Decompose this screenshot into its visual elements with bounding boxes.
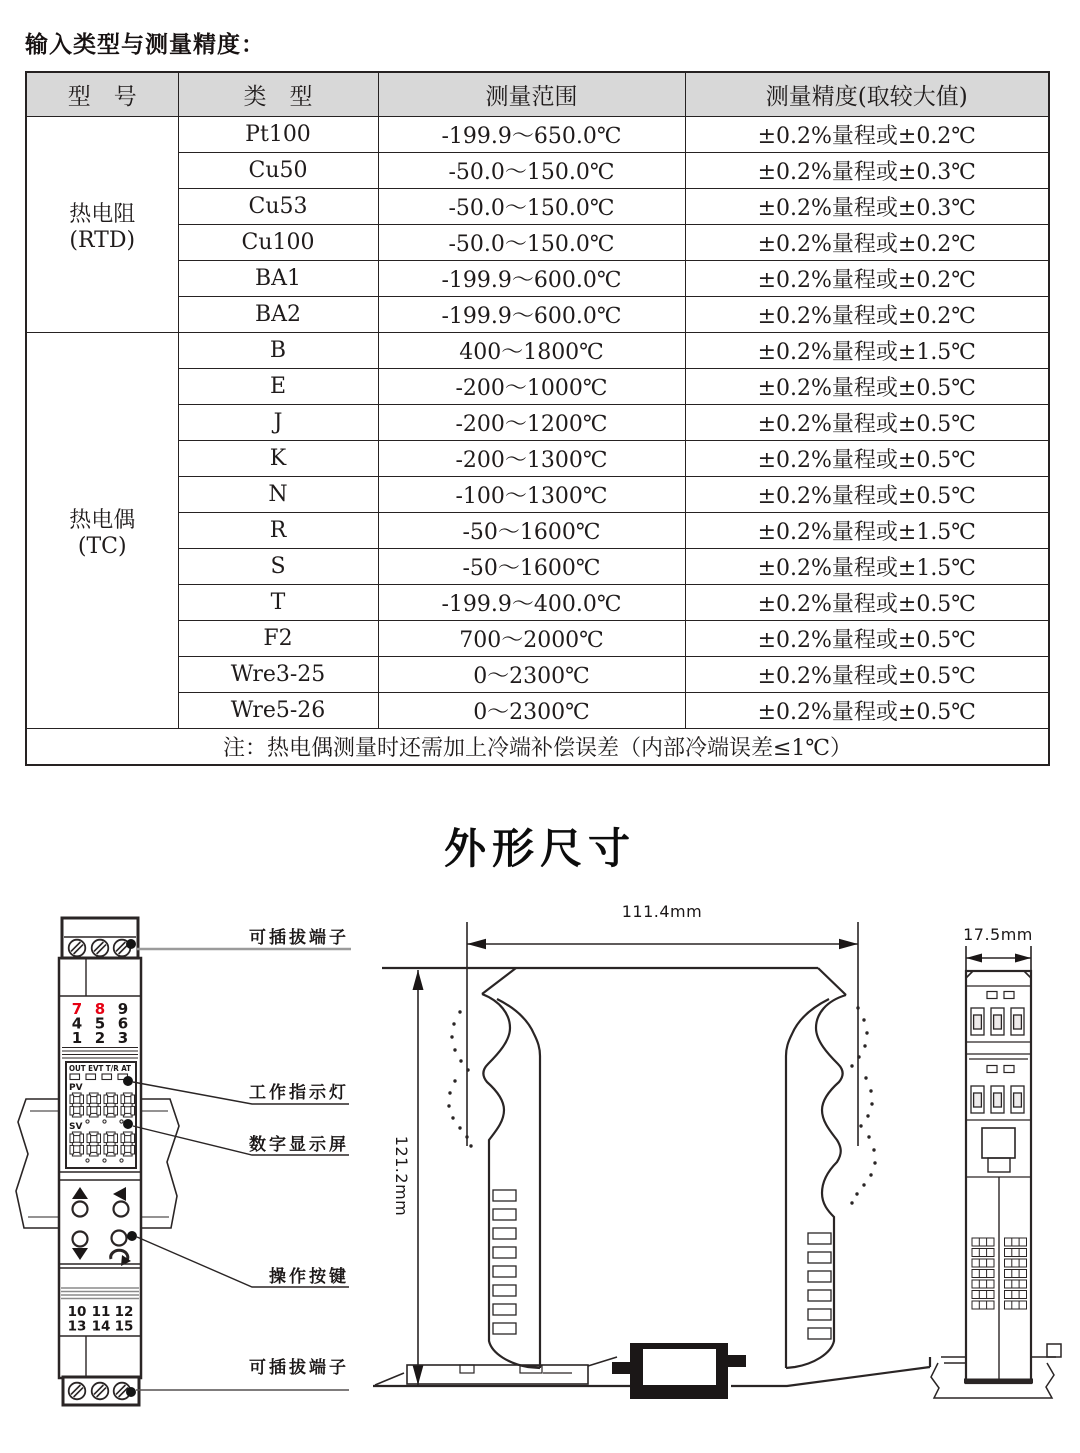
keypad-number: 2 xyxy=(94,1029,106,1047)
segment xyxy=(121,1145,125,1154)
table-row xyxy=(26,585,1049,621)
table-row xyxy=(26,225,1049,261)
dotted-break-lines xyxy=(447,1006,876,1204)
square xyxy=(1004,1066,1014,1073)
vent-slot xyxy=(493,1304,516,1315)
table-row xyxy=(26,297,1049,333)
width-dim-text: 111.4mm xyxy=(621,902,703,921)
type-cell: BA2 xyxy=(178,297,378,333)
keypad-number: 7 xyxy=(71,1000,83,1018)
terminal-block-bottom xyxy=(63,1377,139,1405)
accuracy-cell: ±0.2%量程或±0.5℃ xyxy=(685,477,1049,513)
range-cell: -50.0～150.0℃ xyxy=(378,189,685,225)
grid-cell xyxy=(972,1280,994,1288)
dot xyxy=(862,1018,865,1021)
table-row xyxy=(26,261,1049,297)
grid-cell xyxy=(972,1249,994,1257)
grid-cell xyxy=(972,1291,994,1299)
label-terminal-bottom: 可插拔端子 xyxy=(249,1358,349,1377)
height-dimension xyxy=(413,970,424,1385)
model-cell: 热电偶 (TC) xyxy=(26,333,178,729)
display-panel xyxy=(66,1062,136,1168)
table-row xyxy=(26,333,1049,369)
range-cell: -50.0～150.0℃ xyxy=(378,225,685,261)
grid-cell xyxy=(1005,1301,1027,1309)
display-leader-dot xyxy=(123,1119,133,1129)
vent-slot xyxy=(808,1271,831,1282)
page-title: 输入类型与测量精度： xyxy=(25,31,265,58)
table-row xyxy=(26,369,1049,405)
accuracy-cell: ±0.2%量程或±0.5℃ xyxy=(685,405,1049,441)
table-row xyxy=(26,621,1049,657)
segment xyxy=(87,1145,91,1154)
type-cell: E xyxy=(178,369,378,405)
table-row xyxy=(26,513,1049,549)
grid-cell xyxy=(1005,1270,1027,1278)
accuracy-cell: ±0.2%量程或±0.5℃ xyxy=(685,585,1049,621)
segment xyxy=(131,1145,135,1154)
square xyxy=(987,992,997,999)
grid-cell xyxy=(972,1259,994,1267)
indicator-leader-dot xyxy=(123,1076,133,1086)
keypad-number: 9 xyxy=(117,1000,129,1018)
table-row xyxy=(26,189,1049,225)
pv-label: PV xyxy=(69,1083,83,1093)
accuracy-cell: ±0.2%量程或±0.5℃ xyxy=(685,441,1049,477)
grid-cell xyxy=(1005,1238,1027,1246)
dot xyxy=(448,1091,451,1094)
segment xyxy=(70,1106,74,1115)
grid-cell xyxy=(1005,1249,1027,1257)
dim-arrow-down-icon xyxy=(413,1365,424,1385)
segment xyxy=(87,1134,91,1143)
vent-slot xyxy=(493,1323,516,1334)
range-cell: -199.9～400.0℃ xyxy=(378,585,685,621)
accuracy-cell: ±0.2%量程或±0.2℃ xyxy=(685,261,1049,297)
type-cell: J xyxy=(178,405,378,441)
segment xyxy=(87,1095,91,1104)
table-note: 注：热电偶测量时还需加上冷端补偿误差（内部冷端误差≤1℃） xyxy=(26,729,1049,766)
label-buttons: 操作按键 xyxy=(269,1267,349,1286)
range-cell: -100～1300℃ xyxy=(378,477,685,513)
range-cell: 700～2000℃ xyxy=(378,621,685,657)
screw-icon xyxy=(92,940,109,957)
terminal-block-top xyxy=(62,918,138,958)
dot xyxy=(451,1116,454,1119)
dot xyxy=(864,1076,867,1079)
accuracy-cell: ±0.2%量程或±1.5℃ xyxy=(685,549,1049,585)
header-range: 测量范围 xyxy=(378,72,685,117)
vent-slot xyxy=(808,1233,831,1244)
dim-arrow-left-icon xyxy=(966,954,982,963)
grid-cell xyxy=(972,1238,994,1246)
vent-slot xyxy=(808,1328,831,1339)
terminal-number: 14 xyxy=(91,1318,111,1335)
keypad-number: 4 xyxy=(71,1014,83,1033)
segment xyxy=(70,1145,74,1154)
range-cell: -199.9～650.0℃ xyxy=(378,117,685,153)
led-window-icon xyxy=(102,1074,112,1080)
range-cell: -200～1300℃ xyxy=(378,441,685,477)
dot xyxy=(866,1114,869,1117)
type-cell: Cu100 xyxy=(178,225,378,261)
dot xyxy=(458,1126,461,1129)
accuracy-cell: ±0.2%量程或±0.2℃ xyxy=(685,297,1049,333)
accuracy-cell: ±0.2%量程或±0.3℃ xyxy=(685,189,1049,225)
depth-dimension xyxy=(966,946,1031,974)
table-row xyxy=(26,693,1049,729)
accuracy-cell: ±0.2%量程或±0.5℃ xyxy=(685,657,1049,693)
segment xyxy=(131,1106,135,1115)
type-cell: T xyxy=(178,585,378,621)
keypad-number: 8 xyxy=(94,1000,106,1018)
vent-slot xyxy=(493,1190,516,1201)
type-cell: BA1 xyxy=(178,261,378,297)
terminal-slot-inner xyxy=(1014,1093,1022,1107)
grid-cell xyxy=(1005,1291,1027,1299)
segment xyxy=(131,1095,135,1104)
table-row xyxy=(26,153,1049,189)
terminal-number: 10 xyxy=(67,1304,87,1320)
segment xyxy=(104,1145,108,1154)
accuracy-cell: ±0.2%量程或±0.3℃ xyxy=(685,153,1049,189)
terminal-numbers-bottom xyxy=(68,1304,134,1335)
terminal-number: 11 xyxy=(91,1304,111,1320)
segment xyxy=(97,1106,101,1115)
segment xyxy=(70,1095,74,1104)
accuracy-cell: ±0.2%量程或±0.2℃ xyxy=(685,225,1049,261)
height-dim-text: 121.2mm xyxy=(392,1135,411,1217)
terminal-slot-inner xyxy=(1014,1015,1022,1029)
table-row xyxy=(26,405,1049,441)
terminal-slot-inner xyxy=(974,1093,982,1107)
segment xyxy=(121,1106,125,1115)
segment xyxy=(80,1106,84,1115)
dot xyxy=(452,1022,455,1025)
buttons-leader-dot xyxy=(127,1231,137,1241)
dot xyxy=(867,1135,870,1138)
screw-icon xyxy=(92,1383,109,1400)
leader-dot xyxy=(126,1387,136,1397)
led-window-icon xyxy=(70,1074,80,1080)
terminal-number: 12 xyxy=(114,1304,134,1320)
segment xyxy=(97,1134,101,1143)
segment xyxy=(87,1106,91,1115)
enclosure-outline xyxy=(373,968,930,1386)
terminal-slot-inner xyxy=(994,1015,1002,1029)
range-cell: 0～2300℃ xyxy=(378,693,685,729)
header-type: 类 型 xyxy=(178,72,378,117)
screw-icon xyxy=(69,940,86,957)
dot xyxy=(465,1135,468,1138)
dot xyxy=(453,1079,456,1082)
grid-cell xyxy=(972,1301,994,1309)
vent-slot xyxy=(493,1247,516,1258)
dot xyxy=(869,1173,872,1176)
grid-cell xyxy=(972,1270,994,1278)
vent-slot xyxy=(808,1309,831,1320)
led-labels: OUT EVT T/R AT xyxy=(69,1064,132,1073)
accuracy-cell: ±0.2%量程或±0.5℃ xyxy=(685,693,1049,729)
dot xyxy=(869,1089,872,1092)
segment xyxy=(104,1134,108,1143)
dot xyxy=(450,1035,453,1038)
keypad-number: 6 xyxy=(117,1014,129,1033)
range-cell: 400～1800℃ xyxy=(378,333,685,369)
model-cell: 热电阻 (RTD) xyxy=(26,117,178,333)
dot xyxy=(850,1201,853,1204)
range-cell: -199.9～600.0℃ xyxy=(378,297,685,333)
grid-cell xyxy=(1005,1280,1027,1288)
section-title: 外形尺寸 xyxy=(443,825,636,872)
dot xyxy=(453,1048,456,1051)
table-row xyxy=(26,477,1049,513)
label-display: 数字显示屏 xyxy=(249,1135,349,1154)
din-rail-left xyxy=(16,1099,59,1228)
range-cell: -199.9～600.0℃ xyxy=(378,261,685,297)
segment xyxy=(80,1145,84,1154)
square xyxy=(1004,992,1014,999)
header-accuracy: 测量精度(取较大值) xyxy=(685,72,1049,117)
table-note-row xyxy=(26,729,1049,766)
leader-dot xyxy=(126,939,136,949)
dim-arrow-right-icon xyxy=(839,939,858,949)
type-cell: Cu50 xyxy=(178,153,378,189)
table-row xyxy=(26,117,1049,153)
segment xyxy=(70,1134,74,1143)
terminal-numbers-top xyxy=(72,1000,128,1047)
din-rail-right xyxy=(141,1099,179,1228)
dot xyxy=(856,1006,859,1009)
dim-arrow-right-icon xyxy=(1015,954,1031,963)
segment xyxy=(104,1095,108,1104)
dot xyxy=(859,1124,862,1127)
dot xyxy=(447,1104,450,1107)
type-cell: Wre3-25 xyxy=(178,657,378,693)
range-cell: -50～1600℃ xyxy=(378,513,685,549)
segment xyxy=(114,1095,118,1104)
accuracy-cell: ±0.2%量程或±0.2℃ xyxy=(685,117,1049,153)
square xyxy=(987,1066,997,1073)
dot xyxy=(862,1183,865,1186)
segment xyxy=(97,1145,101,1154)
terminal-number: 13 xyxy=(67,1318,87,1335)
terminal-number: 15 xyxy=(114,1318,134,1335)
dot xyxy=(459,1059,462,1062)
segment xyxy=(97,1095,101,1104)
type-cell: S xyxy=(178,549,378,585)
table-row xyxy=(26,549,1049,585)
accuracy-cell: ±0.2%量程或±1.5℃ xyxy=(685,333,1049,369)
segment xyxy=(114,1134,118,1143)
type-cell: Wre5-26 xyxy=(178,693,378,729)
spec-table xyxy=(25,71,1050,766)
segment xyxy=(104,1106,108,1115)
screw-icon xyxy=(69,1383,86,1400)
vent-slot xyxy=(493,1209,516,1220)
range-cell: -200～1000℃ xyxy=(378,369,685,405)
dot xyxy=(466,1068,469,1071)
dot xyxy=(865,1031,868,1034)
table-row xyxy=(26,441,1049,477)
range-cell: -200～1200℃ xyxy=(378,405,685,441)
terminal-slot-inner xyxy=(974,1015,982,1029)
segment xyxy=(121,1134,125,1143)
dot xyxy=(850,1064,853,1067)
label-indicator: 工作指示灯 xyxy=(249,1083,349,1102)
segment xyxy=(131,1134,135,1143)
segment xyxy=(114,1145,118,1154)
depth-dim-text: 17.5mm xyxy=(963,925,1033,944)
accuracy-cell: ±0.2%量程或±0.5℃ xyxy=(685,621,1049,657)
vent-slot xyxy=(808,1252,831,1263)
keypad-number: 1 xyxy=(71,1029,83,1047)
dim-arrow-left-icon xyxy=(467,939,486,949)
accuracy-cell: ±0.2%量程或±0.5℃ xyxy=(685,369,1049,405)
vent-slot xyxy=(808,1290,831,1301)
terminal-slot-inner xyxy=(994,1093,1002,1107)
range-cell: -50～1600℃ xyxy=(378,549,685,585)
type-cell: N xyxy=(178,477,378,513)
range-cell: 0～2300℃ xyxy=(378,657,685,693)
segment xyxy=(80,1095,84,1104)
width-dimension xyxy=(467,922,858,1146)
label-terminal-top: 可插拔端子 xyxy=(249,928,349,947)
side-view xyxy=(373,902,930,1399)
vent-slot xyxy=(493,1285,516,1296)
type-cell: R xyxy=(178,513,378,549)
din-clip xyxy=(612,1343,746,1399)
type-cell: B xyxy=(178,333,378,369)
segment xyxy=(114,1106,118,1115)
dot xyxy=(855,1192,858,1195)
type-cell: Cu53 xyxy=(178,189,378,225)
type-cell: Pt100 xyxy=(178,117,378,153)
grid-cell xyxy=(1005,1259,1027,1267)
led-window-icon xyxy=(86,1074,96,1080)
dot xyxy=(872,1148,875,1151)
table-row xyxy=(26,657,1049,693)
keypad-number: 5 xyxy=(94,1014,106,1033)
accuracy-cell: ±0.2%量程或±1.5℃ xyxy=(685,513,1049,549)
vent-slot xyxy=(493,1266,516,1277)
type-cell: F2 xyxy=(178,621,378,657)
dot xyxy=(870,1102,873,1105)
dot xyxy=(458,1010,461,1013)
vent-slots xyxy=(493,1190,831,1339)
sv-label: SV xyxy=(69,1122,83,1132)
header-model: 型 号 xyxy=(26,72,178,117)
range-cell: -50.0～150.0℃ xyxy=(378,153,685,189)
end-view xyxy=(931,925,1061,1398)
dot xyxy=(863,1044,866,1047)
vent-slot xyxy=(493,1228,516,1239)
dot xyxy=(857,1055,860,1058)
dim-arrow-up-icon xyxy=(413,970,424,990)
outline-dimension-drawing xyxy=(0,876,1080,1449)
dot xyxy=(469,1144,472,1147)
type-cell: K xyxy=(178,441,378,477)
table-header-row xyxy=(26,72,1049,117)
dot xyxy=(873,1161,876,1164)
front-view xyxy=(16,918,351,1405)
keypad-number: 3 xyxy=(117,1029,129,1047)
segment xyxy=(121,1095,125,1104)
segment xyxy=(80,1134,84,1143)
